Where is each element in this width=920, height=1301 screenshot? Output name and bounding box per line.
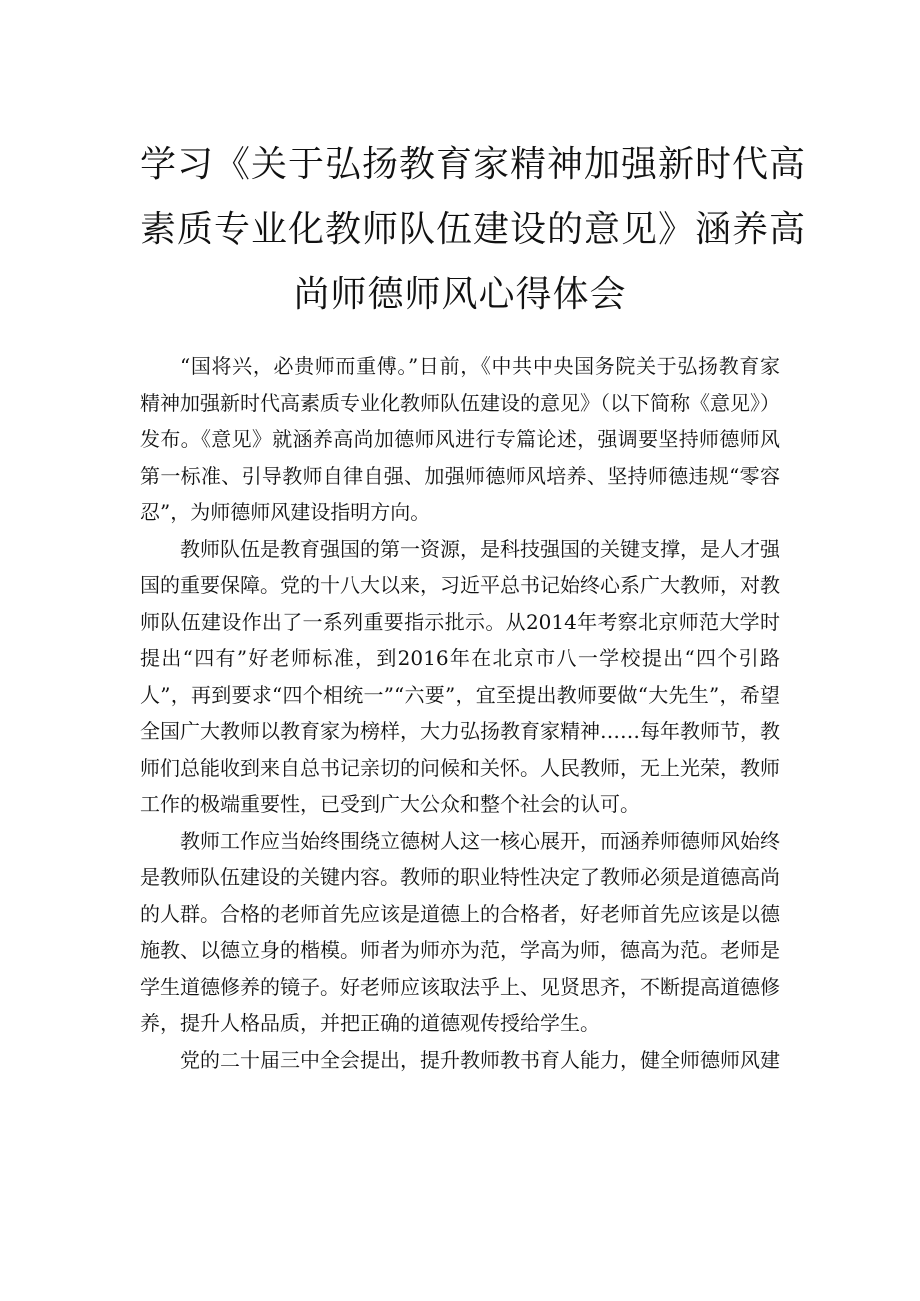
paragraph-2: 教师队伍是教育强国的第一资源，是科技强国的关键支撑，是人才强国的重要保障。党的十八大以来，习近平总书记始终心系广大教师，对教师队伍建设作出了一系列重要指示批示。从2014年考察北京师范大学时提出“四有”好老师标准，到2016年在北京市八一学校提出“四个引路人”，再到要求“四个相统一”“六要”，宜至提出教师要做“大先生”，希望全国广大教师以教育家为榜样，大力弘扬教育家精神……每年教师节，教师们总能收到来自总书记亲切的问候和关怀。人民教师，无上光荣，教师工作的极端重要性，已受到广大公众和整个社会的认可。 — [140, 536, 780, 816]
document-title — [140, 132, 807, 327]
document-body — [140, 348, 780, 1078]
paragraph-4: 党的二十届三中全会提出，提升教师教书育人能力，健全师德师风建 — [180, 1047, 780, 1072]
title-line-2: 素质专业化教师队伍建设的意见》涵养高 — [140, 209, 807, 251]
paragraph-1: “国将兴，必贵师而重傅。”日前，《中共中央国务院关于弘扬教育家精神加强新时代高素质专业化教师队伍建设的意见》（以下简称《意见》）发布。《意见》就涵养高尚加德师风进行专篇论述，强调要坚持师德师风第一标准、引导教师自律自强、加强师德师风培养、坚持师德违规“零容忍”，为师德师风建设指明方向。 — [140, 354, 780, 524]
title-line-1: 学习《关于弘扬教育家精神加强新时代高 — [140, 144, 807, 186]
title-line-3: 尚师德师风心得体会 — [293, 274, 627, 316]
paragraph-3: 教师工作应当始终围绕立德树人这一核心展开，而涵养师德师风始终是教师队伍建设的关键内容。教师的职业特性决定了教师必须是道德高尚的人群。合格的老师首先应该是道德上的合格者，好老师首先应该是以德施教、以德立身的楷模。师者为师亦为范，学高为师，德高为范。老师是学生道德修养的镜子。好老师应该取法乎上、见贤思齐，不断提高道德修养，提升人格品质，并把正确的道德观传授给学生。 — [140, 828, 780, 1035]
